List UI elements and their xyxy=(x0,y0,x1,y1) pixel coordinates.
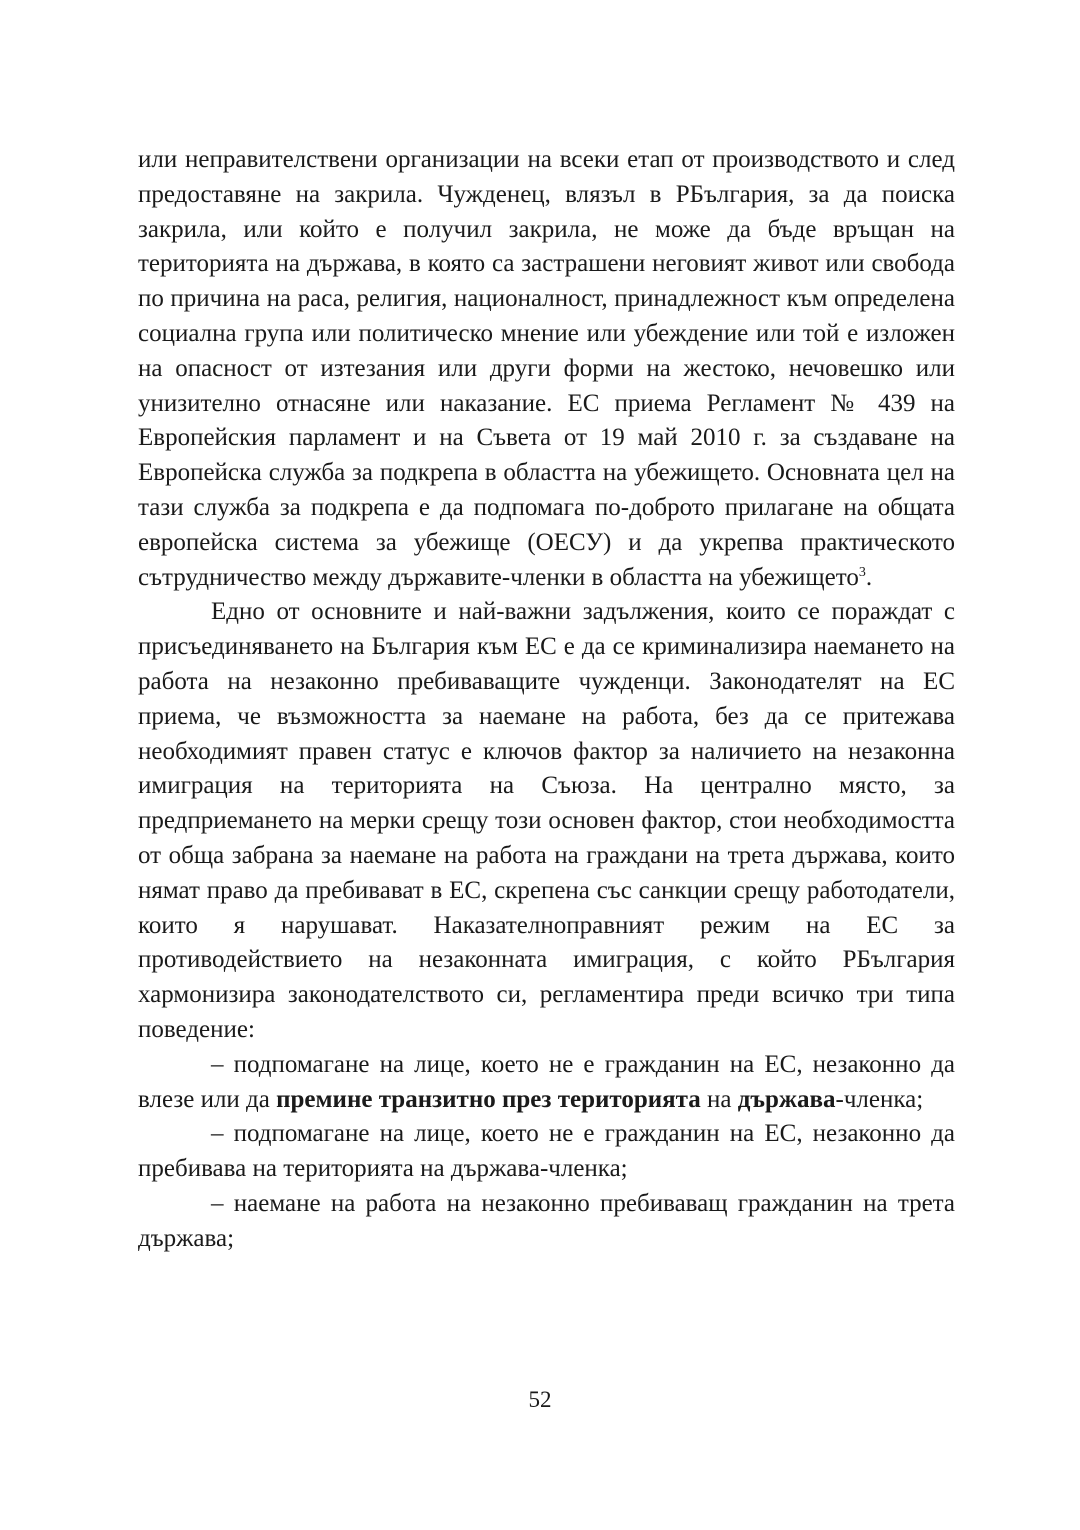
paragraph-2: Едно от основните и най-важни задължения, които се пораждат с присъединяването на България към ЕС е да се криминализира наемането на работа на незаконно пребиваващите чужденци. Законодателят на ЕС приема, че възможността за наемане на работа, без да се притежава необходимият правен статус е ключов фактор за наличието на незаконна имиграция на територията на Съюза. На централно място, за предприемането на мерки срещу този основен фактор, стои необходимостта от обща забрана за наемане на работа на граждани на трета държава, които нямат право да пребивават в ЕС, скрепена със санкции срещу работодатели, които я нарушават. Наказателноправният режим на ЕС за противодействието на незаконната имиграция, с който РБългария хармонизира законодателството си, регламентира преди всичко три типа поведение: xyxy=(138,598,955,1043)
list-item-3: – наемане на работа на незаконно пребиваващ гражданин на трета държава; xyxy=(138,1189,955,1252)
list-item-1-bold-2: държава xyxy=(737,1085,836,1113)
list-item-1 xyxy=(138,1048,955,1118)
paragraph-1-text: или неправителствени организации на всеки етап от производството и след предоставяне на закрила. Чужденец, влязъл в РБългария, за да поиска закрила, или който е получил закрила, не може да бъде връщан на територията на държава, в която са застрашени неговият живот или свобода по причина на раса, религия, националност, принадлежност към определена социална група или политическо мнение или убеждение или той е изложен на опасност от изтезания или други форми на жестоко, нечовешко или унизително отнасяне или наказание. ЕС приема Регламент № 439 на Европейския парламент и на Съвета от 19 май 2010 г. за създаване на Европейска служба за подкрепа в областта на убежището. Основната цел на тази служба за подкрепа е да подпомага по-доброто прилагане на общата европейска система за убежище (ОЕСУ) и да укрепва практическото сътрудничество между държавите-членки в областта на убежището xyxy=(138,146,955,591)
list-item-1-bold-1: премине транзитно през територията xyxy=(276,1085,701,1113)
list-item-1-after: -членка; xyxy=(835,1085,924,1113)
body-text xyxy=(138,143,955,1257)
list-item-1-middle: на xyxy=(700,1085,738,1113)
list-item-1-before: – подпомагане на лице, което не е гражданин на ЕС, незаконно да влезе или да xyxy=(138,1050,955,1113)
page-number: 52 xyxy=(528,1387,552,1412)
paragraph-1-end: . xyxy=(865,563,873,591)
paragraph-1 xyxy=(138,143,955,595)
footnote-ref[interactable]: 3 xyxy=(858,564,866,580)
list-item-2: – подпомагане на лице, което не е гражданин на ЕС, незаконно да пребивава на територията на държава-членка; xyxy=(138,1120,955,1183)
